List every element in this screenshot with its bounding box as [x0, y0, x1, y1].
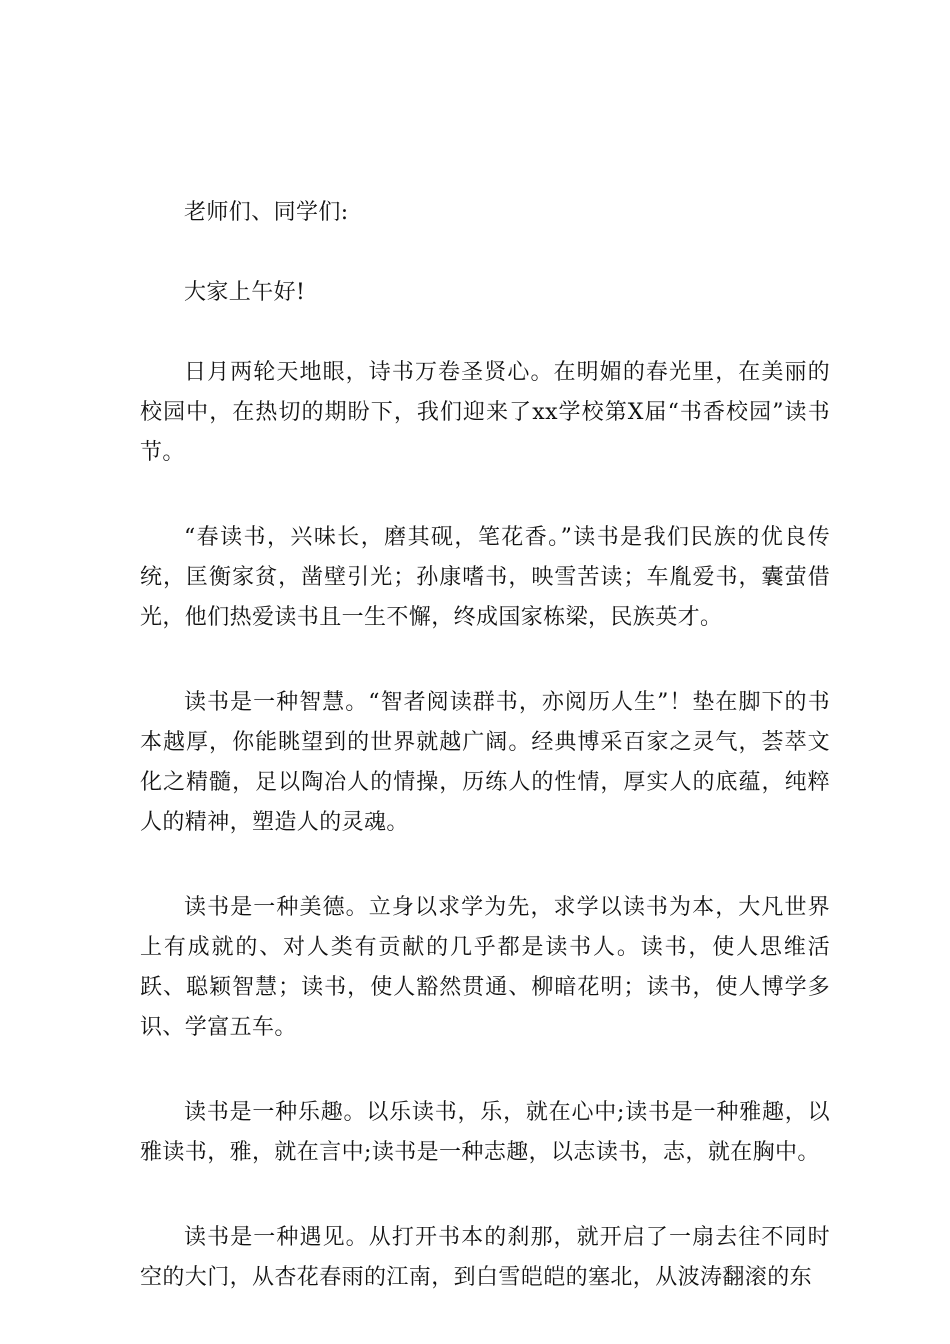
joy-paragraph: 读书是一种乐趣。以乐读书，乐，就在心中;读书是一种雅趣，以雅读书，雅，就在言中;读书是一种志趣，以志读书，志，就在胸中。	[140, 1100, 830, 1165]
greeting-paragraph: 老师们、同学们:	[184, 200, 349, 225]
intro-paragraph: 日月两轮天地眼，诗书万卷圣贤心。在明媚的春光里，在美丽的校园中，在热切的期盼下，我们迎来了xx学校第X届“书香校园”读书节。	[140, 360, 830, 465]
virtue-paragraph: 读书是一种美德。立身以求学为先，求学以读书为本，大凡世界上有成就的、对人类有贡献的几乎都是读书人。读书，使人思维活跃、聪颖智慧；读书，使人豁然贯通、柳暗花明；读书，使人博学多识、学富五车。	[140, 895, 830, 1040]
speech-text	[140, 193, 830, 1343]
wisdom-paragraph: 读书是一种智慧。“智者阅读群书，亦阅历人生”！垫在脚下的书本越厚，你能眺望到的世界就越广阔。经典博采百家之灵气，荟萃文化之精髓，足以陶冶人的情操，历练人的性情，厚实人的底蕴，纯粹人的精神，塑造人的灵魂。	[140, 690, 830, 835]
salutation-paragraph: 大家上午好!	[184, 280, 306, 305]
tradition-paragraph: “春读书，兴味长，磨其砚，笔花香。”读书是我们民族的优良传统，匡衡家贫，凿壁引光；孙康嗜书，映雪苦读；车胤爱书，囊萤借光，他们热爱读书且一生不懈，终成国家栋梁，民族英才。	[140, 525, 830, 630]
encounter-paragraph: 读书是一种遇见。从打开书本的刹那，就开启了一扇去往不同时空的大门，从杏花春雨的江南，到白雪皑皑的塞北，从波涛翻滚的东	[140, 1225, 830, 1290]
